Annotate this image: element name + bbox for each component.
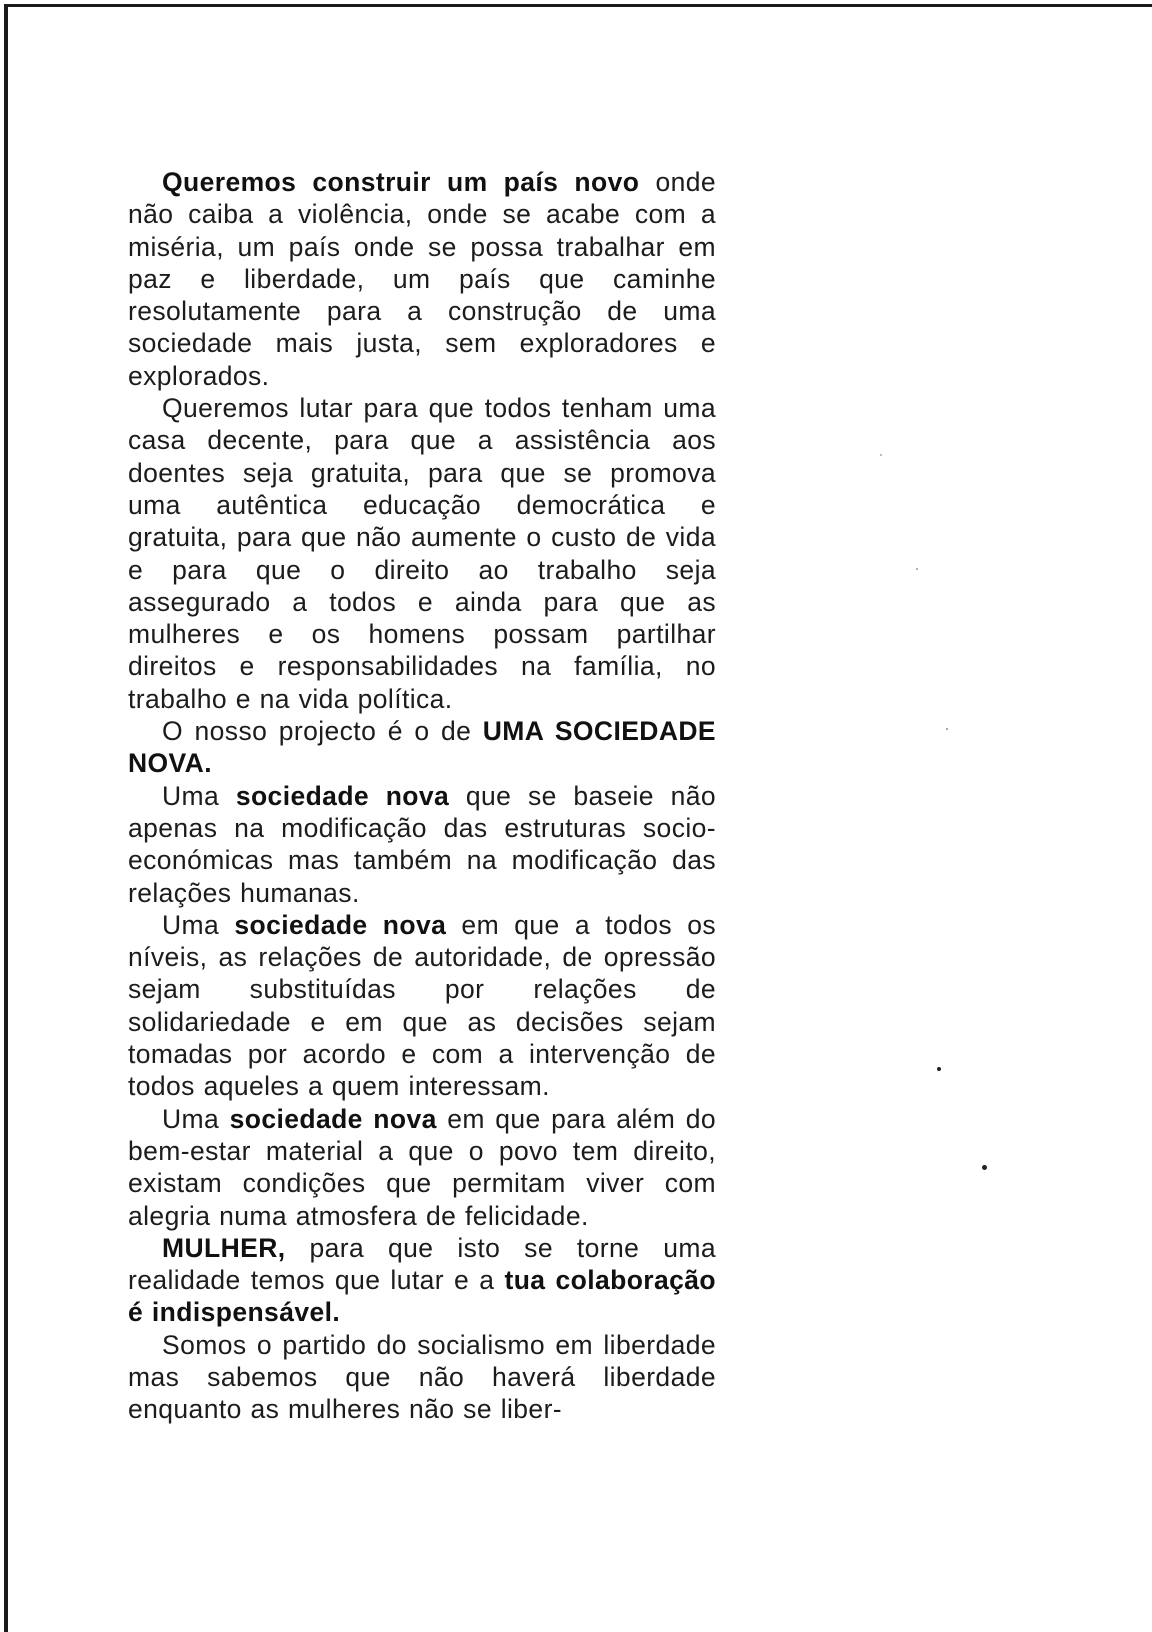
p4-text-1: Uma [162, 780, 236, 811]
paragraph-1 [128, 166, 716, 392]
p6-text-2: em que para além do bem-estar material a que o povo tem direito, existam condições que permitam viver com alegria numa atmosfera de felicidade. [128, 1103, 716, 1231]
p5-bold-1: sociedade nova [234, 909, 447, 940]
scan-edge-left [4, 4, 8, 1632]
p7-bold-1: MULHER, [162, 1232, 286, 1263]
scan-speck [946, 728, 948, 730]
paragraph-4 [128, 780, 716, 909]
paragraph-3 [128, 715, 716, 780]
p3-bold-1: UMA SOCIEDADE NOVA. [128, 716, 716, 779]
p6-text-1: Uma [162, 1103, 230, 1134]
paragraph-8 [128, 1329, 716, 1426]
p1-bold-1: Queremos construir um país novo [162, 167, 640, 197]
p1-text-1: onde não caiba a violência, onde se acabe com a miséria, um país onde se possa trabalhar em paz e liberdade, um país que caminhe resolutamente para a construção de uma sociedade mais justa, sem exploradores e explorados. [128, 167, 716, 391]
p4-bold-1: sociedade nova [235, 780, 450, 811]
scan-speck [982, 1165, 987, 1170]
p6-bold-1: sociedade nova [229, 1103, 437, 1134]
scan-speck [916, 568, 918, 570]
p8-text-1: Somos o partido do socialismo em liberdade mas sabemos que não haverá liberdade enquanto as mulheres não se liber- [128, 1329, 716, 1425]
p7-text-1: para que isto se torne uma realidade temos que lutar e a [128, 1232, 716, 1296]
scan-edge-top [4, 4, 1152, 7]
p4-text-2: que se baseie não apenas na modificação das estruturas socio-económicas mas também na modificação das relações humanas. [128, 780, 716, 908]
p3-text-1: O nosso projecto é o de [162, 716, 483, 747]
paragraph-6 [128, 1103, 716, 1232]
paragraph-5 [128, 909, 716, 1103]
p5-text-2: em que a todos os níveis, as relações de autoridade, de opressão sejam substituídas por relações de solidariedade e em que as decisões sejam tomadas por acordo e com a intervenção de todos aqueles a quem interessam. [128, 909, 717, 1102]
scan-speck [937, 1067, 941, 1071]
paragraph-2 [128, 392, 716, 715]
p2-text-1: Queremos lutar para que todos tenham uma casa decente, para que a assistência aos doentes seja gratuita, para que se promova uma autêntica educação democrática e gratuita, para que não aumente o custo de vida e para que o direito ao trabalho seja assegurado a todos e ainda para que as mulheres e os homens possam partilhar direitos e responsabilidades na família, no trabalho e na vida política. [128, 393, 716, 714]
text-column [128, 166, 716, 1426]
paragraph-7 [128, 1232, 716, 1329]
p7-bold-2: tua colaboração é indispensável. [128, 1265, 717, 1328]
p5-text-1: Uma [162, 909, 235, 940]
scan-speck [880, 454, 882, 456]
